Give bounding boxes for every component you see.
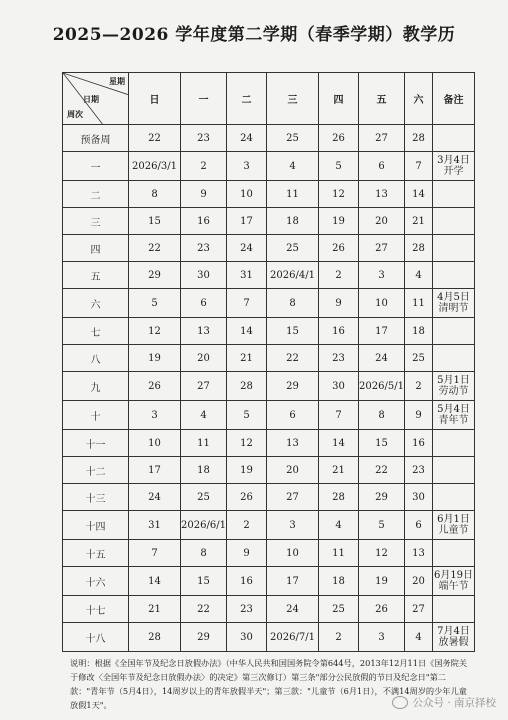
date-cell: 28 [319,484,359,511]
date-cell: 22 [359,457,405,484]
date-cell: 2 [181,152,227,181]
remark-cell: 4月5日 清明节 [433,289,475,318]
date-cell: 26 [227,484,267,511]
date-cell: 21 [405,208,433,235]
date-cell: 30 [181,262,227,289]
date-cell: 4 [405,623,433,652]
remark-cell [433,208,475,235]
week-cell: 四 [63,235,129,262]
page-title: 2025—2026 学年度第二学期（春季学期）教学历 [52,25,456,45]
teaching-calendar-table [62,72,475,652]
day-header-sun: 日 [129,73,181,125]
remark-cell: 5月4日 青年节 [433,401,475,430]
date-cell: 10 [129,430,181,457]
date-cell: 27 [359,235,405,262]
date-cell: 5 [319,152,359,181]
date-cell: 28 [129,623,181,652]
date-cell: 6 [359,152,405,181]
date-cell: 3 [129,401,181,430]
date-cell: 5 [227,401,267,430]
remark-cell [433,262,475,289]
remark-cell [433,235,475,262]
date-cell: 30 [319,372,359,401]
remark-cell: 5月1日 劳动节 [433,372,475,401]
corner-label-date: 日期 [83,94,99,104]
date-cell: 19 [319,208,359,235]
date-cell: 9 [227,540,267,567]
date-cell: 24 [227,125,267,152]
date-cell: 26 [129,372,181,401]
date-cell: 21 [319,457,359,484]
date-cell: 12 [227,430,267,457]
date-cell: 24 [129,484,181,511]
wechat-icon [392,696,408,709]
table-row [63,318,475,345]
date-cell: 23 [319,345,359,372]
date-cell: 27 [181,372,227,401]
date-cell: 12 [359,540,405,567]
date-cell: 23 [181,235,227,262]
date-cell: 15 [267,318,319,345]
remark-cell: 3月4日 开学 [433,152,475,181]
date-cell: 17 [129,457,181,484]
date-cell: 15 [129,208,181,235]
date-cell: 25 [181,484,227,511]
week-cell: 十一 [63,430,129,457]
date-cell: 7 [319,401,359,430]
date-cell: 14 [129,567,181,596]
date-cell: 27 [267,484,319,511]
table-row [63,540,475,567]
date-cell: 26 [319,125,359,152]
date-cell: 21 [227,345,267,372]
date-cell: 18 [319,567,359,596]
date-cell: 28 [227,372,267,401]
date-cell: 10 [227,181,267,208]
remark-cell [433,345,475,372]
date-cell: 9 [405,401,433,430]
date-cell: 26 [319,235,359,262]
date-cell: 5 [359,511,405,540]
date-cell: 13 [405,540,433,567]
date-cell: 24 [359,345,405,372]
date-cell: 24 [227,235,267,262]
date-cell: 16 [405,430,433,457]
date-cell: 9 [319,289,359,318]
date-cell: 8 [181,540,227,567]
calendar-body [63,125,475,652]
date-cell: 22 [129,235,181,262]
date-cell: 7 [405,152,433,181]
week-cell: 三 [63,208,129,235]
table-row [63,401,475,430]
date-cell: 7 [129,540,181,567]
date-cell: 2 [405,372,433,401]
table-row [63,430,475,457]
explanation-note: 说明：根据《全国年节及纪念日放假办法》（中华人民共和国国务院令第644号，2013年12月11日《国务院关于修改〈全国年节及纪念日放假办法〉的决定》第三次修订）第三条"部分公民放假的节日及纪念日"第二款："青年节（5月4日），14周岁以上的青年放假半天"；第三款："儿童节（6月1日），不满14周岁的少年儿童放假1天"。 [70,658,468,710]
table-row [63,125,475,152]
date-cell: 27 [359,125,405,152]
date-cell: 25 [267,125,319,152]
date-cell: 10 [267,540,319,567]
table-row [63,345,475,372]
table-row [63,567,475,596]
date-cell: 25 [405,345,433,372]
week-cell: 二 [63,181,129,208]
date-cell: 13 [359,181,405,208]
table-row [63,152,475,181]
date-cell: 3 [359,623,405,652]
week-cell: 九 [63,372,129,401]
date-cell: 12 [129,318,181,345]
date-cell: 22 [129,125,181,152]
week-cell: 一 [63,152,129,181]
date-cell: 15 [359,430,405,457]
week-cell: 十五 [63,540,129,567]
date-cell: 27 [405,596,433,623]
date-cell: 4 [319,511,359,540]
week-cell: 十八 [63,623,129,652]
date-cell: 2 [319,623,359,652]
date-cell: 18 [181,457,227,484]
table-row [63,235,475,262]
table-row [63,511,475,540]
date-cell: 3 [227,152,267,181]
watermark [392,695,496,710]
date-cell: 19 [129,345,181,372]
remark-cell [433,540,475,567]
date-cell: 20 [359,208,405,235]
date-cell: 13 [181,318,227,345]
remark-cell [433,318,475,345]
date-cell: 4 [267,152,319,181]
date-cell: 4 [405,262,433,289]
week-cell: 预备周 [63,125,129,152]
date-cell: 16 [319,318,359,345]
date-cell: 2 [227,511,267,540]
date-cell: 17 [227,208,267,235]
date-cell: 3 [359,262,405,289]
date-cell: 29 [129,262,181,289]
week-cell: 十七 [63,596,129,623]
table-row [63,623,475,652]
remark-cell [433,181,475,208]
date-cell: 17 [359,318,405,345]
table-row [63,208,475,235]
date-cell: 30 [227,623,267,652]
remark-cell: 7月4日 放暑假 [433,623,475,652]
remark-cell [433,430,475,457]
date-cell: 2026/4/1 [267,262,319,289]
date-cell: 6 [181,289,227,318]
date-cell: 28 [405,125,433,152]
date-cell: 6 [405,511,433,540]
week-cell: 十二 [63,457,129,484]
date-cell: 8 [129,181,181,208]
date-cell: 12 [319,181,359,208]
remark-cell: 6月1日 儿童节 [433,511,475,540]
week-cell: 十 [63,401,129,430]
week-cell: 十四 [63,511,129,540]
date-cell: 8 [359,401,405,430]
remark-cell [433,484,475,511]
date-cell: 3 [267,511,319,540]
week-cell: 十三 [63,484,129,511]
date-cell: 18 [405,318,433,345]
date-cell: 26 [359,596,405,623]
date-cell: 20 [405,567,433,596]
day-header-tue: 二 [227,73,267,125]
remark-cell: 6月19日 端午节 [433,567,475,596]
day-header-wed: 三 [267,73,319,125]
date-cell: 2026/6/1 [181,511,227,540]
date-cell: 16 [227,567,267,596]
remark-cell [433,125,475,152]
table-row [63,372,475,401]
date-cell: 29 [359,484,405,511]
date-cell: 17 [267,567,319,596]
date-cell: 14 [227,318,267,345]
date-cell: 8 [267,289,319,318]
corner-label-weekday: 星期 [109,76,125,86]
header-row [63,73,475,125]
corner-header-cell [63,73,129,125]
date-cell: 20 [267,457,319,484]
date-cell: 5 [129,289,181,318]
date-cell: 24 [267,596,319,623]
week-cell: 六 [63,289,129,318]
date-cell: 29 [267,372,319,401]
date-cell: 28 [405,235,433,262]
date-cell: 25 [267,235,319,262]
table-row [63,484,475,511]
day-header-fri: 五 [359,73,405,125]
date-cell: 14 [405,181,433,208]
date-cell: 29 [181,623,227,652]
date-cell: 22 [181,596,227,623]
date-cell: 11 [405,289,433,318]
date-cell: 23 [227,596,267,623]
date-cell: 2 [319,262,359,289]
date-cell: 2026/3/1 [129,152,181,181]
week-cell: 五 [63,262,129,289]
watermark-text: 公众号 · 南京择校 [412,697,496,709]
remark-cell [433,457,475,484]
date-cell: 16 [181,208,227,235]
table-row [63,289,475,318]
date-cell: 31 [129,511,181,540]
date-cell: 21 [129,596,181,623]
date-cell: 11 [267,181,319,208]
date-cell: 6 [267,401,319,430]
date-cell: 18 [267,208,319,235]
date-cell: 11 [319,540,359,567]
date-cell: 31 [227,262,267,289]
date-cell: 10 [359,289,405,318]
date-cell: 19 [227,457,267,484]
table-row [63,596,475,623]
date-cell: 4 [181,401,227,430]
date-cell: 2026/5/1 [359,372,405,401]
date-cell: 2026/7/1 [267,623,319,652]
remark-cell [433,596,475,623]
day-header-thu: 四 [319,73,359,125]
date-cell: 23 [405,457,433,484]
week-cell: 八 [63,345,129,372]
date-cell: 20 [181,345,227,372]
date-cell: 11 [181,430,227,457]
date-cell: 25 [319,596,359,623]
date-cell: 30 [405,484,433,511]
date-cell: 13 [267,430,319,457]
table-row [63,457,475,484]
corner-label-week: 周次 [67,109,83,119]
date-cell: 14 [319,430,359,457]
date-cell: 22 [267,345,319,372]
date-cell: 15 [181,567,227,596]
date-cell: 7 [227,289,267,318]
day-header-sat: 六 [405,73,433,125]
week-cell: 七 [63,318,129,345]
date-cell: 9 [181,181,227,208]
day-header-mon: 一 [181,73,227,125]
table-row [63,262,475,289]
date-cell: 19 [359,567,405,596]
remark-header: 备注 [433,73,475,125]
week-cell: 十六 [63,567,129,596]
date-cell: 23 [181,125,227,152]
table-row [63,181,475,208]
